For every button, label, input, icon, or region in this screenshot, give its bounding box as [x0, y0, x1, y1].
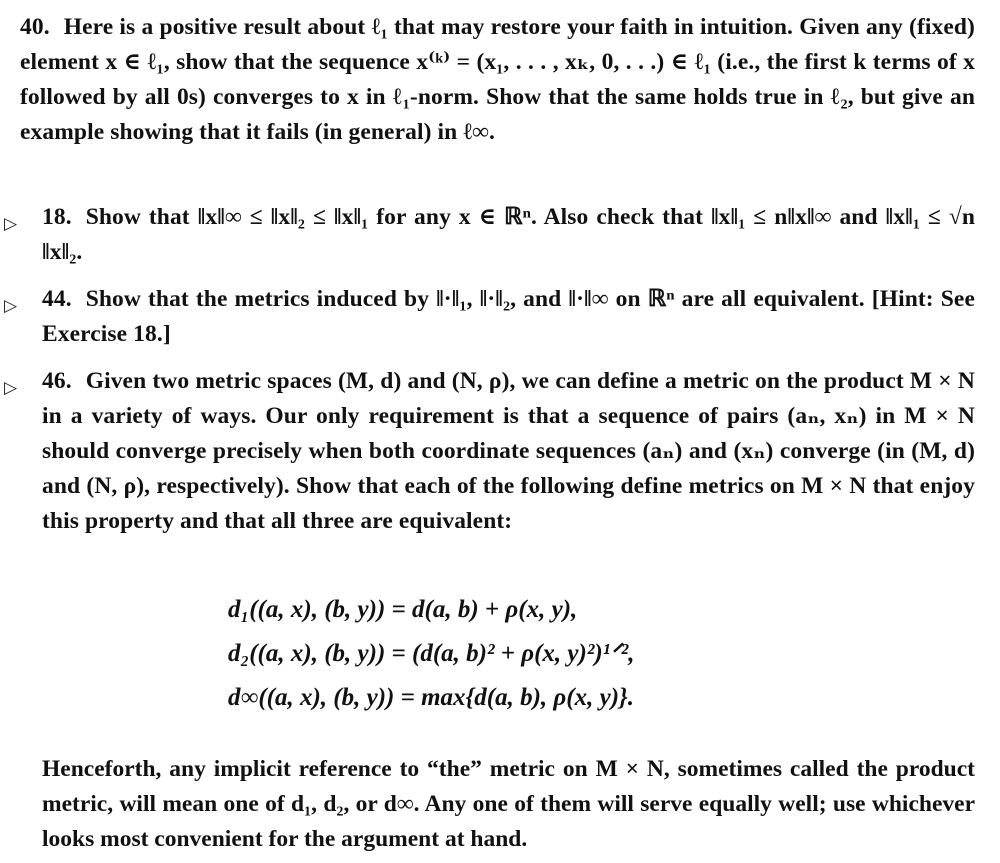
exercise-text: Show that ‖x‖∞ ≤ ‖x‖₂ ≤ ‖x‖₁ for any x ∈ ℝⁿ. Also check that ‖x‖₁ ≤ n‖x‖∞ and ‖x‖₁ ≤ √n ‖x‖₂.	[42, 204, 975, 265]
triangle-marker-icon: ▷	[4, 214, 18, 234]
closing-text-before: Henceforth, any implicit reference to “the” metric on M × N, sometimes called	[42, 756, 849, 782]
triangle-marker-icon: ▷	[4, 296, 18, 316]
exercise-text: Here is a positive result about ℓ₁ that may restore your faith in intuition. Given any (fixed) element x ∈ ℓ₁, show that the sequence x⁽ᵏ⁾ = (x₁, . . . , xₖ, 0, . . .) ∈ ℓ₁ (i.e., the first k terms of x followed by all 0s) converges to x in ℓ₁-norm. Show that the same holds true in ℓ₂, but give an example showing that it fails (in general) in ℓ∞.	[20, 14, 975, 145]
exercise-number: 18.	[42, 204, 72, 230]
equation-dinf: d∞((a, x), (b, y)) = max{d(a, b), ρ(x, y)}.	[228, 684, 634, 711]
product-metric-term: the product metric	[42, 756, 976, 817]
exercise-40	[20, 10, 975, 150]
exercise-44	[42, 282, 975, 352]
exercise-text: Show that the metrics induced by ‖·‖₁, ‖·‖₂, and ‖·‖∞ on ℝⁿ are all equivalent. [Hint: See Exercise 18.]	[42, 286, 975, 347]
exercise-18	[42, 200, 975, 270]
equation-block	[228, 588, 968, 720]
exercise-number: 40.	[20, 14, 50, 40]
exercise-text: Given two metric spaces (M, d) and (N, ρ), we can define a metric on the product M × N in a variety of ways. Our only requirement is that a sequence of pairs (aₙ, xₙ) in M × N should converge precisely when both coordinate sequences (aₙ) and (xₙ) converge (in (M, d) and (N, ρ), respectively). Show that each of the following define metrics on M × N that enjoy this property and that all three are equivalent:	[42, 368, 975, 534]
exercise-number: 44.	[42, 286, 72, 312]
equation-d2: d₂((a, x), (b, y)) = (d(a, b)² + ρ(x, y)²)¹ᐟ²,	[228, 640, 635, 667]
exercise-46	[42, 364, 975, 539]
closing-paragraph	[42, 752, 975, 857]
triangle-marker-icon: ▷	[4, 378, 18, 398]
closing-text-after: , will mean one of d₁, d₂, or d∞. Any one of them will serve equally well; use whichever looks most convenient for the argument at hand.	[42, 791, 975, 852]
equation-d1: d₁((a, x), (b, y)) = d(a, b) + ρ(x, y),	[228, 596, 578, 623]
exercise-number: 46.	[42, 368, 72, 394]
